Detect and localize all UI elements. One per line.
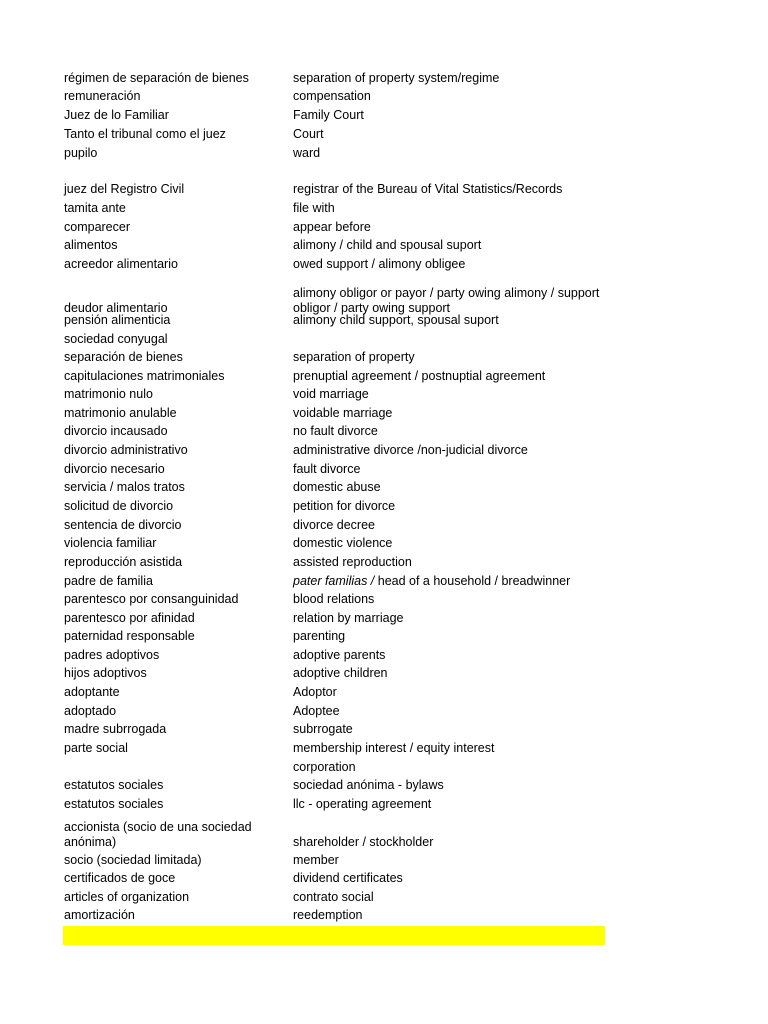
highlighted-empty-row	[63, 926, 605, 945]
english-term: fault divorce	[293, 462, 361, 476]
spanish-term: comparecer	[64, 220, 130, 234]
spanish-term: pensión alimenticia	[64, 313, 171, 327]
spanish-term: estatutos sociales	[64, 797, 164, 811]
english-term: separation of property	[293, 350, 415, 364]
english-term: reedemption	[293, 908, 363, 922]
spanish-term: divorcio incausado	[64, 424, 168, 438]
english-term: adoptive children	[293, 666, 388, 680]
english-term: alimony / child and spousal suport	[293, 238, 482, 252]
spanish-term: madre subrrogada	[64, 722, 167, 736]
spanish-term: estatutos sociales	[64, 778, 164, 792]
spanish-term: Tanto el tribunal como el juez	[64, 127, 226, 141]
english-term: appear before	[293, 220, 371, 234]
spanish-term: matrimonio anulable	[64, 406, 177, 420]
spanish-term: parentesco por consanguinidad	[64, 592, 239, 606]
spanish-term: tamita ante	[64, 201, 126, 215]
spanish-term: parentesco por afinidad	[64, 611, 195, 625]
spanish-term: régimen de separación de bienes	[64, 71, 249, 85]
spanish-term: Juez de lo Familiar	[64, 108, 169, 122]
spanish-term: hijos adoptivos	[64, 666, 147, 680]
english-term: alimony child support, spousal suport	[293, 313, 499, 327]
spanish-term: sociedad conyugal	[64, 332, 168, 346]
english-term: sociedad anónima - bylaws	[293, 778, 444, 792]
english-term: alimony obligor or payor / party owing alimony / support obligor / party owing support	[293, 286, 600, 315]
english-term: Court	[293, 127, 324, 141]
spanish-term: juez del Registro Civil	[64, 182, 185, 196]
spanish-term: solicitud de divorcio	[64, 499, 174, 513]
english-term: domestic abuse	[293, 480, 381, 494]
english-term: llc - operating agreement	[293, 797, 432, 811]
english-term: blood relations	[293, 592, 375, 606]
english-term: compensation	[293, 89, 371, 103]
english-term: administrative divorce /non-judicial divorce	[293, 443, 528, 457]
spanish-term: certificados de goce	[64, 871, 176, 885]
english-term: divorce decree	[293, 518, 375, 532]
english-term: registrar of the Bureau of Vital Statistics/Records	[293, 182, 563, 196]
english-term: separation of property system/regime	[293, 71, 500, 85]
english-term: assisted reproduction	[293, 555, 412, 569]
english-term: no fault divorce	[293, 424, 378, 438]
spanish-term: deudor alimentario	[64, 301, 168, 315]
spanish-term: reproducción asistida	[64, 555, 183, 569]
spanish-term: adoptante	[64, 685, 120, 699]
spanish-term: divorcio administrativo	[64, 443, 188, 457]
spanish-term: separación de bienes	[64, 350, 183, 364]
spanish-term: divorcio necesario	[64, 462, 165, 476]
english-term: Adoptee	[293, 704, 340, 718]
english-term: pater familias / head of a household / breadwinner	[293, 574, 571, 588]
english-term: membership interest / equity interest	[293, 741, 495, 755]
english-term: domestic violence	[293, 536, 393, 550]
spanish-term: sentencia de divorcio	[64, 518, 182, 532]
english-term-italic: pater familias /	[293, 574, 375, 588]
english-term: member	[293, 853, 339, 867]
spanish-term: adoptado	[64, 704, 117, 718]
spanish-term: capitulaciones matrimoniales	[64, 369, 225, 383]
english-term: voidable marriage	[293, 406, 393, 420]
english-term: void marriage	[293, 387, 369, 401]
english-term: petition for divorce	[293, 499, 396, 513]
spanish-term: paternidad responsable	[64, 629, 195, 643]
spanish-term: violencia familiar	[64, 536, 157, 550]
spanish-term: matrimonio nulo	[64, 387, 153, 401]
spanish-term: acreedor alimentario	[64, 257, 178, 271]
english-term: relation by marriage	[293, 611, 404, 625]
english-term: prenuptial agreement / postnuptial agreement	[293, 369, 546, 383]
spanish-term: socio (sociedad limitada)	[64, 853, 202, 867]
spanish-term: padres adoptivos	[64, 648, 160, 662]
english-term: contrato social	[293, 890, 374, 904]
spanish-term: padre de familia	[64, 574, 153, 588]
english-term: Adoptor	[293, 685, 337, 699]
english-term: ward	[293, 146, 321, 160]
spanish-term: parte social	[64, 741, 128, 755]
spanish-term: pupilo	[64, 146, 98, 160]
spanish-term: accionista (socio de una sociedad anónima)	[64, 820, 252, 849]
spanish-term: remuneración	[64, 89, 141, 103]
english-term: corporation	[293, 760, 356, 774]
english-term: subrrogate	[293, 722, 353, 736]
english-term: owed support / alimony obligee	[293, 257, 466, 271]
spanish-term: amortización	[64, 908, 135, 922]
english-term: adoptive parents	[293, 648, 386, 662]
spanish-term: alimentos	[64, 238, 118, 252]
spanish-term: servicia / malos tratos	[64, 480, 185, 494]
english-term: Family Court	[293, 108, 364, 122]
english-term: file with	[293, 201, 335, 215]
english-term: dividend certificates	[293, 871, 403, 885]
english-term: shareholder / stockholder	[293, 835, 434, 849]
spanish-term: articles of organization	[64, 890, 190, 904]
english-term: parenting	[293, 629, 346, 643]
